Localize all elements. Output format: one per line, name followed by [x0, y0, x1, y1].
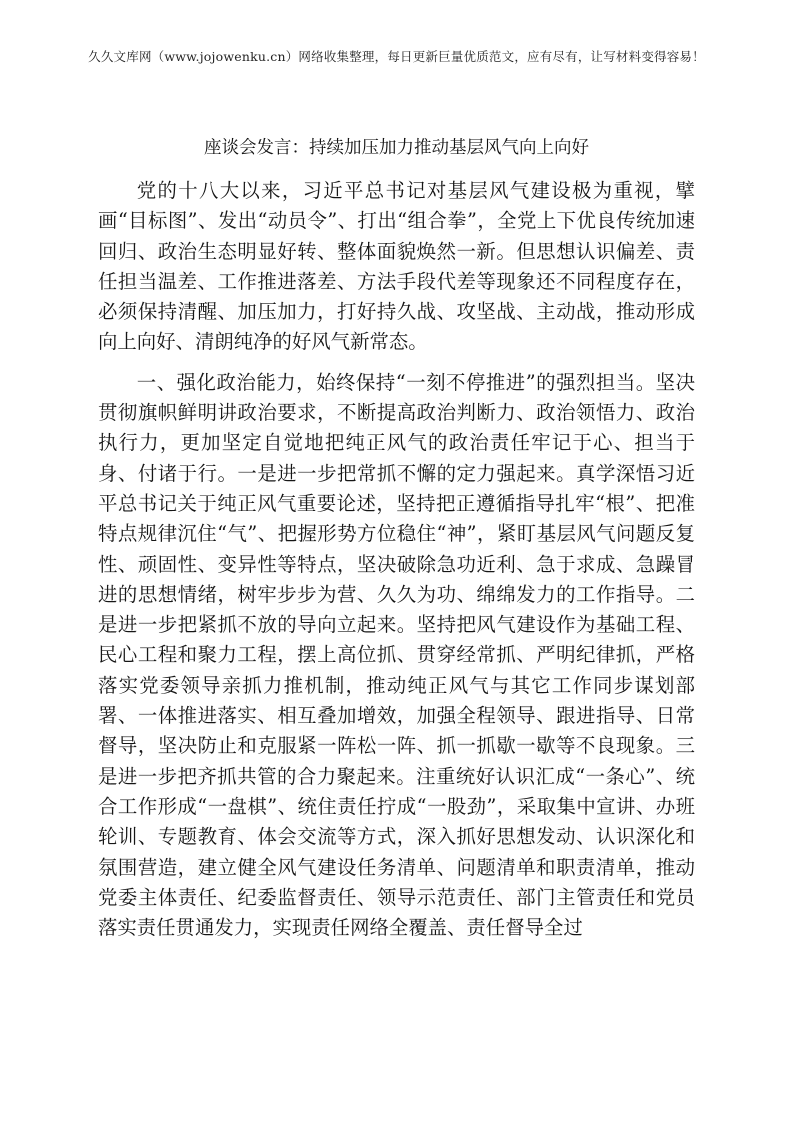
- paragraph-section-one: 一、强化政治能力，始终保持“一刻不停推进”的强烈担当。坚决贯彻旗帜鲜明讲政治要求，不断提高政治判断力、政治领悟力、政治执行力，更加坚定自觉地把纯正风气的政治责任牢记于心、担当于身、付诸于行。一是进一步把常抓不懈的定力强起来。真学深悟习近平总书记关于纯正风气重要论述，坚持把正遵循指导扎牢“根”、把准特点规律沉住“气”、把握形势方位稳住“神”，紧盯基层风气问题反复性、顽固性、变异性等特点，坚决破除急功近利、急于求成、急躁冒进的思想情绪，树牢步步为营、久久为功、绵绵发力的工作指导。二是进一步把紧抓不放的导向立起来。坚持把风气建设作为基础工程、民心工程和聚力工程，摆上高位抓、贯穿经常抓、严明纪律抓，严格落实党委领导亲抓力推机制，推动纯正风气与其它工作同步谋划部署、一体推进落实、相互叠加增效，加强全程领导、跟进指导、日常督导，坚决防止和克服紧一阵松一阵、抓一抓歇一歇等不良现象。三是进一步把齐抓共管的合力聚起来。注重统好认识汇成“一条心”、统合工作形成“一盘棋”、统住责任拧成“一股劲”，采取集中宣讲、办班轮训、专题教育、体会交流等方式，深入抓好思想发动、认识深化和氛围营造，建立健全风气建设任务清单、问题清单和职责清单，推动党委主体责任、纪委监督责任、领导示范责任、部门主管责任和党员落实责任贯通发力，实现责任网络全覆盖、责任督导全过: [98, 370, 695, 940]
- site-header-banner: 久久文库网（www.jojowenku.cn）网络收集整理，每日更新巨量优质范文，应有尽有，让写材料变得容易！: [88, 49, 705, 64]
- document-title: 座谈会发言：持续加压加力推动基层风气向上向好: [204, 138, 589, 158]
- document-body: [98, 176, 695, 953]
- paragraph-intro: 党的十八大以来，习近平总书记对基层风气建设极为重视，擘画“目标图”、发出“动员令”、打出“组合拳”，全党上下优良传统加速回归、政治生态明显好转、整体面貌焕然一新。但思想认识偏差、责任担当温差、工作推进落差、方法手段代差等现象还不同程度存在，必须保持清醒、加压加力，打好持久战、攻坚战、主动战，推动形成向上向好、清朗纯净的好风气新常态。: [98, 179, 695, 354]
